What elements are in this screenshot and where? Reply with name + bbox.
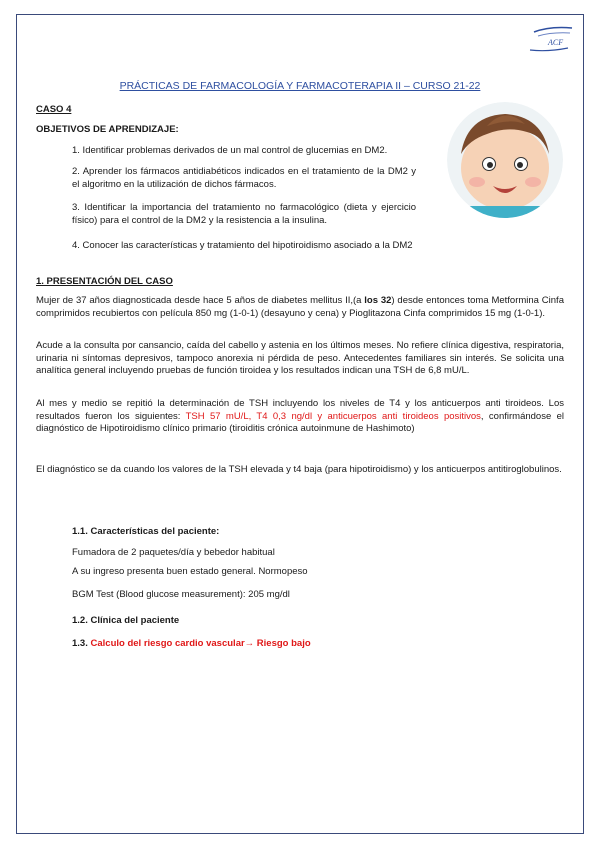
section-1-1-heading: 1.1. Características del paciente: (72, 526, 220, 537)
presentation-heading: 1. PRESENTACIÓN DEL CASO (36, 276, 173, 287)
patient-status: A su ingreso presenta buen estado general. Normopeso (72, 566, 308, 577)
acf-logo-icon (528, 24, 576, 54)
section-1-2-heading: 1.2. Clínica del paciente (72, 615, 180, 626)
objective-1: 1. Identificar problemas derivados de un mal control de glucemias en DM2. (72, 145, 388, 156)
logo-text: ACF (548, 38, 564, 47)
p3-text-b: , confirmándose el diagnóstico de Hipotiroidismo clínico primario (tiroiditis crónica autoinmune de Hashimoto) (36, 410, 564, 434)
section-1-3-heading (72, 638, 311, 651)
objectives-heading: OBJETIVOS DE APRENDIZAJE: (36, 124, 179, 135)
s13-text: Calculo del riesgo cardio vascular (90, 638, 245, 649)
presentation-paragraph-4: El diagnóstico se da cuando los valores de la TSH elevada y t4 baja (para hipotiroidismo) y los anticuerpos antitiroglobulinos. (36, 464, 562, 475)
p3-lab-results: TSH 57 mU/L, T4 0,3 ng/dl y anticuerpos anti tiroideos positivos (185, 410, 481, 422)
s13-result: Riesgo bajo (254, 638, 311, 649)
patient-habits: Fumadora de 2 paquetes/día y bebedor habitual (72, 547, 275, 558)
s13-number: 1.3. (72, 638, 88, 649)
page-title: PRÁCTICAS DE FARMACOLOGÍA Y FARMACOTERAPIA II – CURSO 21-22 (119, 80, 481, 92)
glucose-test: BGM Test (Blood glucose measurement): 205 mg/dl (72, 589, 290, 600)
presentation-paragraph-3 (36, 398, 564, 436)
child-avatar (447, 102, 563, 218)
arrow-right-icon: → (244, 638, 255, 649)
case-label: CASO 4 (36, 104, 72, 115)
presentation-paragraph-2: Acude a la consulta por cansancio, caída del cabello y astenia en los últimos meses. No refiere clínica digestiva, respiratoria, urinaria ni síntomas depresivos, tampoco anorexia ni pérdida de peso. Antecedentes familiares sin interés. Se solicita una analítica general incluyendo pruebas de función tiroidea y los resultados indican una TSH de 6,8 mU/L. (36, 340, 564, 376)
objective-4: 4. Conocer las características y tratamiento del hipotiroidismo asociado a la DM2 (72, 240, 413, 251)
presentation-paragraph-1 (36, 295, 564, 320)
p1-bold-age: los 32 (364, 295, 392, 306)
objective-3: 3. Identificar la importancia del tratamiento no farmacológico (dieta y ejercicio físico) para el control de la DM2 y la resistencia a la insulina. (72, 202, 416, 226)
p1-text-a: Mujer de 37 años diagnosticada desde hace 5 años de diabetes mellitus II,(a (36, 295, 365, 306)
p3-text-a: Al mes y medio se repitió la determinación de TSH incluyendo los niveles de T4 y los anticuerpos anti tiroideos. Los resultados fueron los siguientes: (36, 398, 564, 422)
objective-2: 2. Aprender los fármacos antidiabéticos indicados en el tratamiento de la DM2 y el algoritmo en la utilización de dichos fármacos. (72, 166, 416, 190)
p1-text-b: ) desde entonces toma Metformina Cinfa comprimidos recubiertos con película 850 mg (1-0-1) (desayuno y cena) y Pioglitazona Cinfa comprimidos 15 mg (1-0-1). (36, 295, 564, 319)
